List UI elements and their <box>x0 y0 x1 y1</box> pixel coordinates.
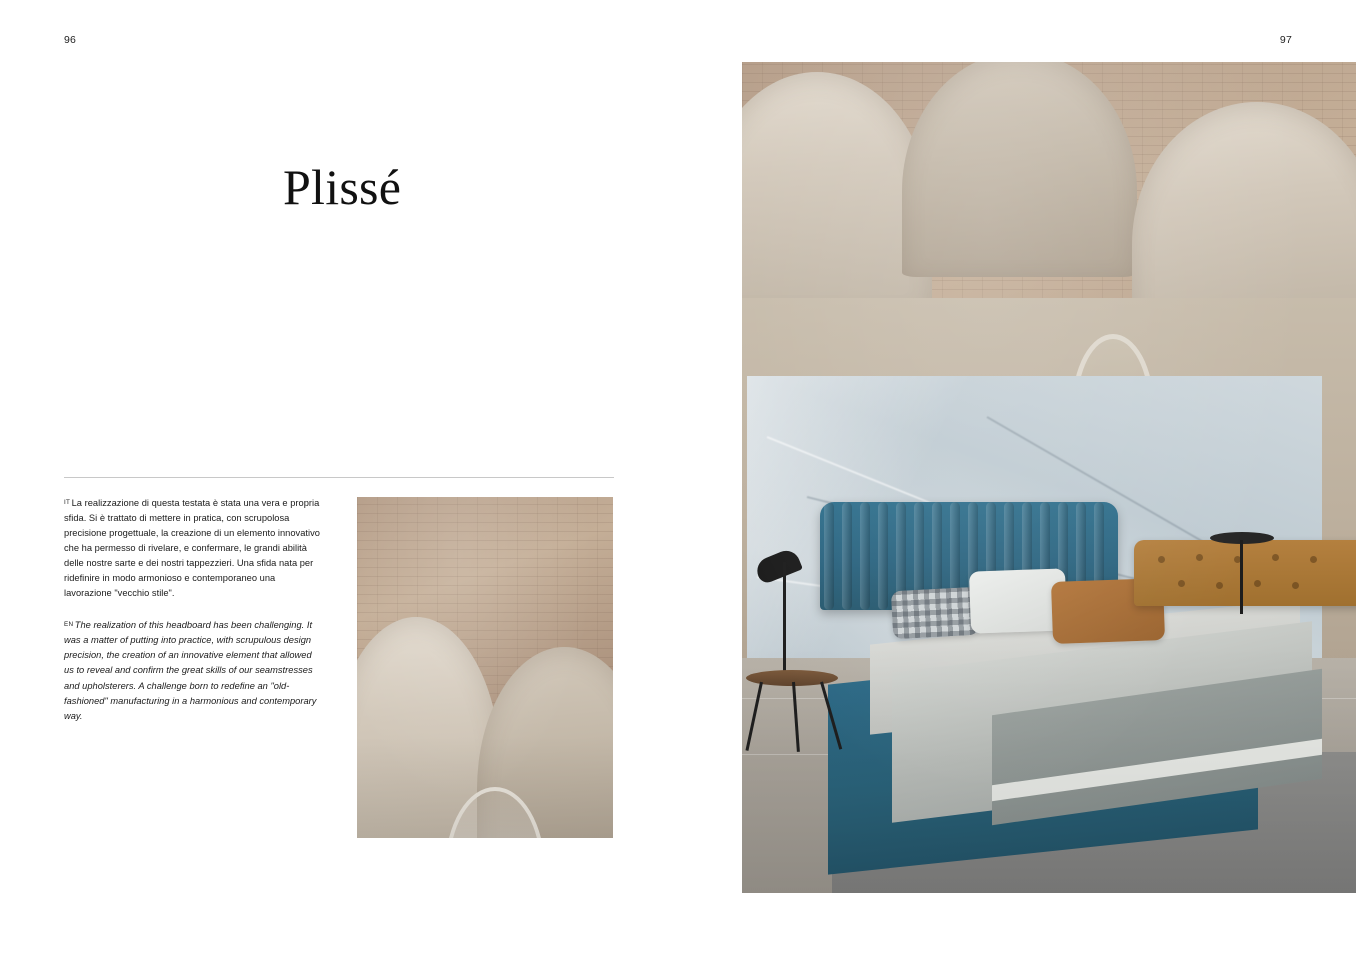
tuft-button <box>1254 580 1261 587</box>
pleat <box>878 502 888 610</box>
page-number-left: 96 <box>64 34 77 46</box>
language-tag-it: IT <box>64 498 71 506</box>
paragraph-italian <box>64 496 324 601</box>
page-number-right: 97 <box>1279 34 1292 46</box>
text-column <box>64 496 324 741</box>
pleat <box>842 502 852 610</box>
round-table-leg <box>1240 540 1243 614</box>
tuft-button <box>1310 556 1317 563</box>
tuft-button <box>1158 556 1165 563</box>
pleat <box>824 502 834 610</box>
tuft-button <box>1292 582 1299 589</box>
image-bedroom <box>742 62 1356 893</box>
tuft-button <box>1196 554 1203 561</box>
language-tag-en: EN <box>64 620 74 628</box>
paragraph-english <box>64 618 324 723</box>
image-vault-detail <box>357 497 613 838</box>
horizontal-rule <box>64 477 614 478</box>
tufted-bench <box>1134 540 1356 606</box>
page-title: Plissé <box>283 158 402 215</box>
image-bedroom-artwork <box>742 62 1356 893</box>
paragraph-english-body: The realization of this headboard has been challenging. It was a matter of putting into practice, with scrupulous design precision, the creation of an innovative element that allowed us to reveal and confirm the great skills of our seamstresses and upholsterers. A challenge born to redefine an "old-fashioned" manufacturing in a harmonious and contemporary way. <box>64 620 317 721</box>
pleat <box>860 502 870 610</box>
vault-shape <box>902 62 1137 277</box>
paragraph-italian-body: La realizzazione di questa testata è stata una vera e propria sfida. Si è trattato di mettere in pratica, con scrupolosa precisione progettuale, la creazione di un elemento innovativo che ha permesso di rivelare, e confermare, le grandi abilità delle nostre sarte e dei nostri tappezzieri. Una sfida nata per ridefinire in modo armonioso e contemporaneo una lavorazione "vecchio stile". <box>64 498 320 599</box>
tuft-button <box>1272 554 1279 561</box>
checked-pillow <box>891 587 979 639</box>
floor-lamp-stem <box>783 562 786 680</box>
tuft-button <box>1178 580 1185 587</box>
tuft-button <box>1216 582 1223 589</box>
image-vault-detail-artwork <box>357 497 613 838</box>
